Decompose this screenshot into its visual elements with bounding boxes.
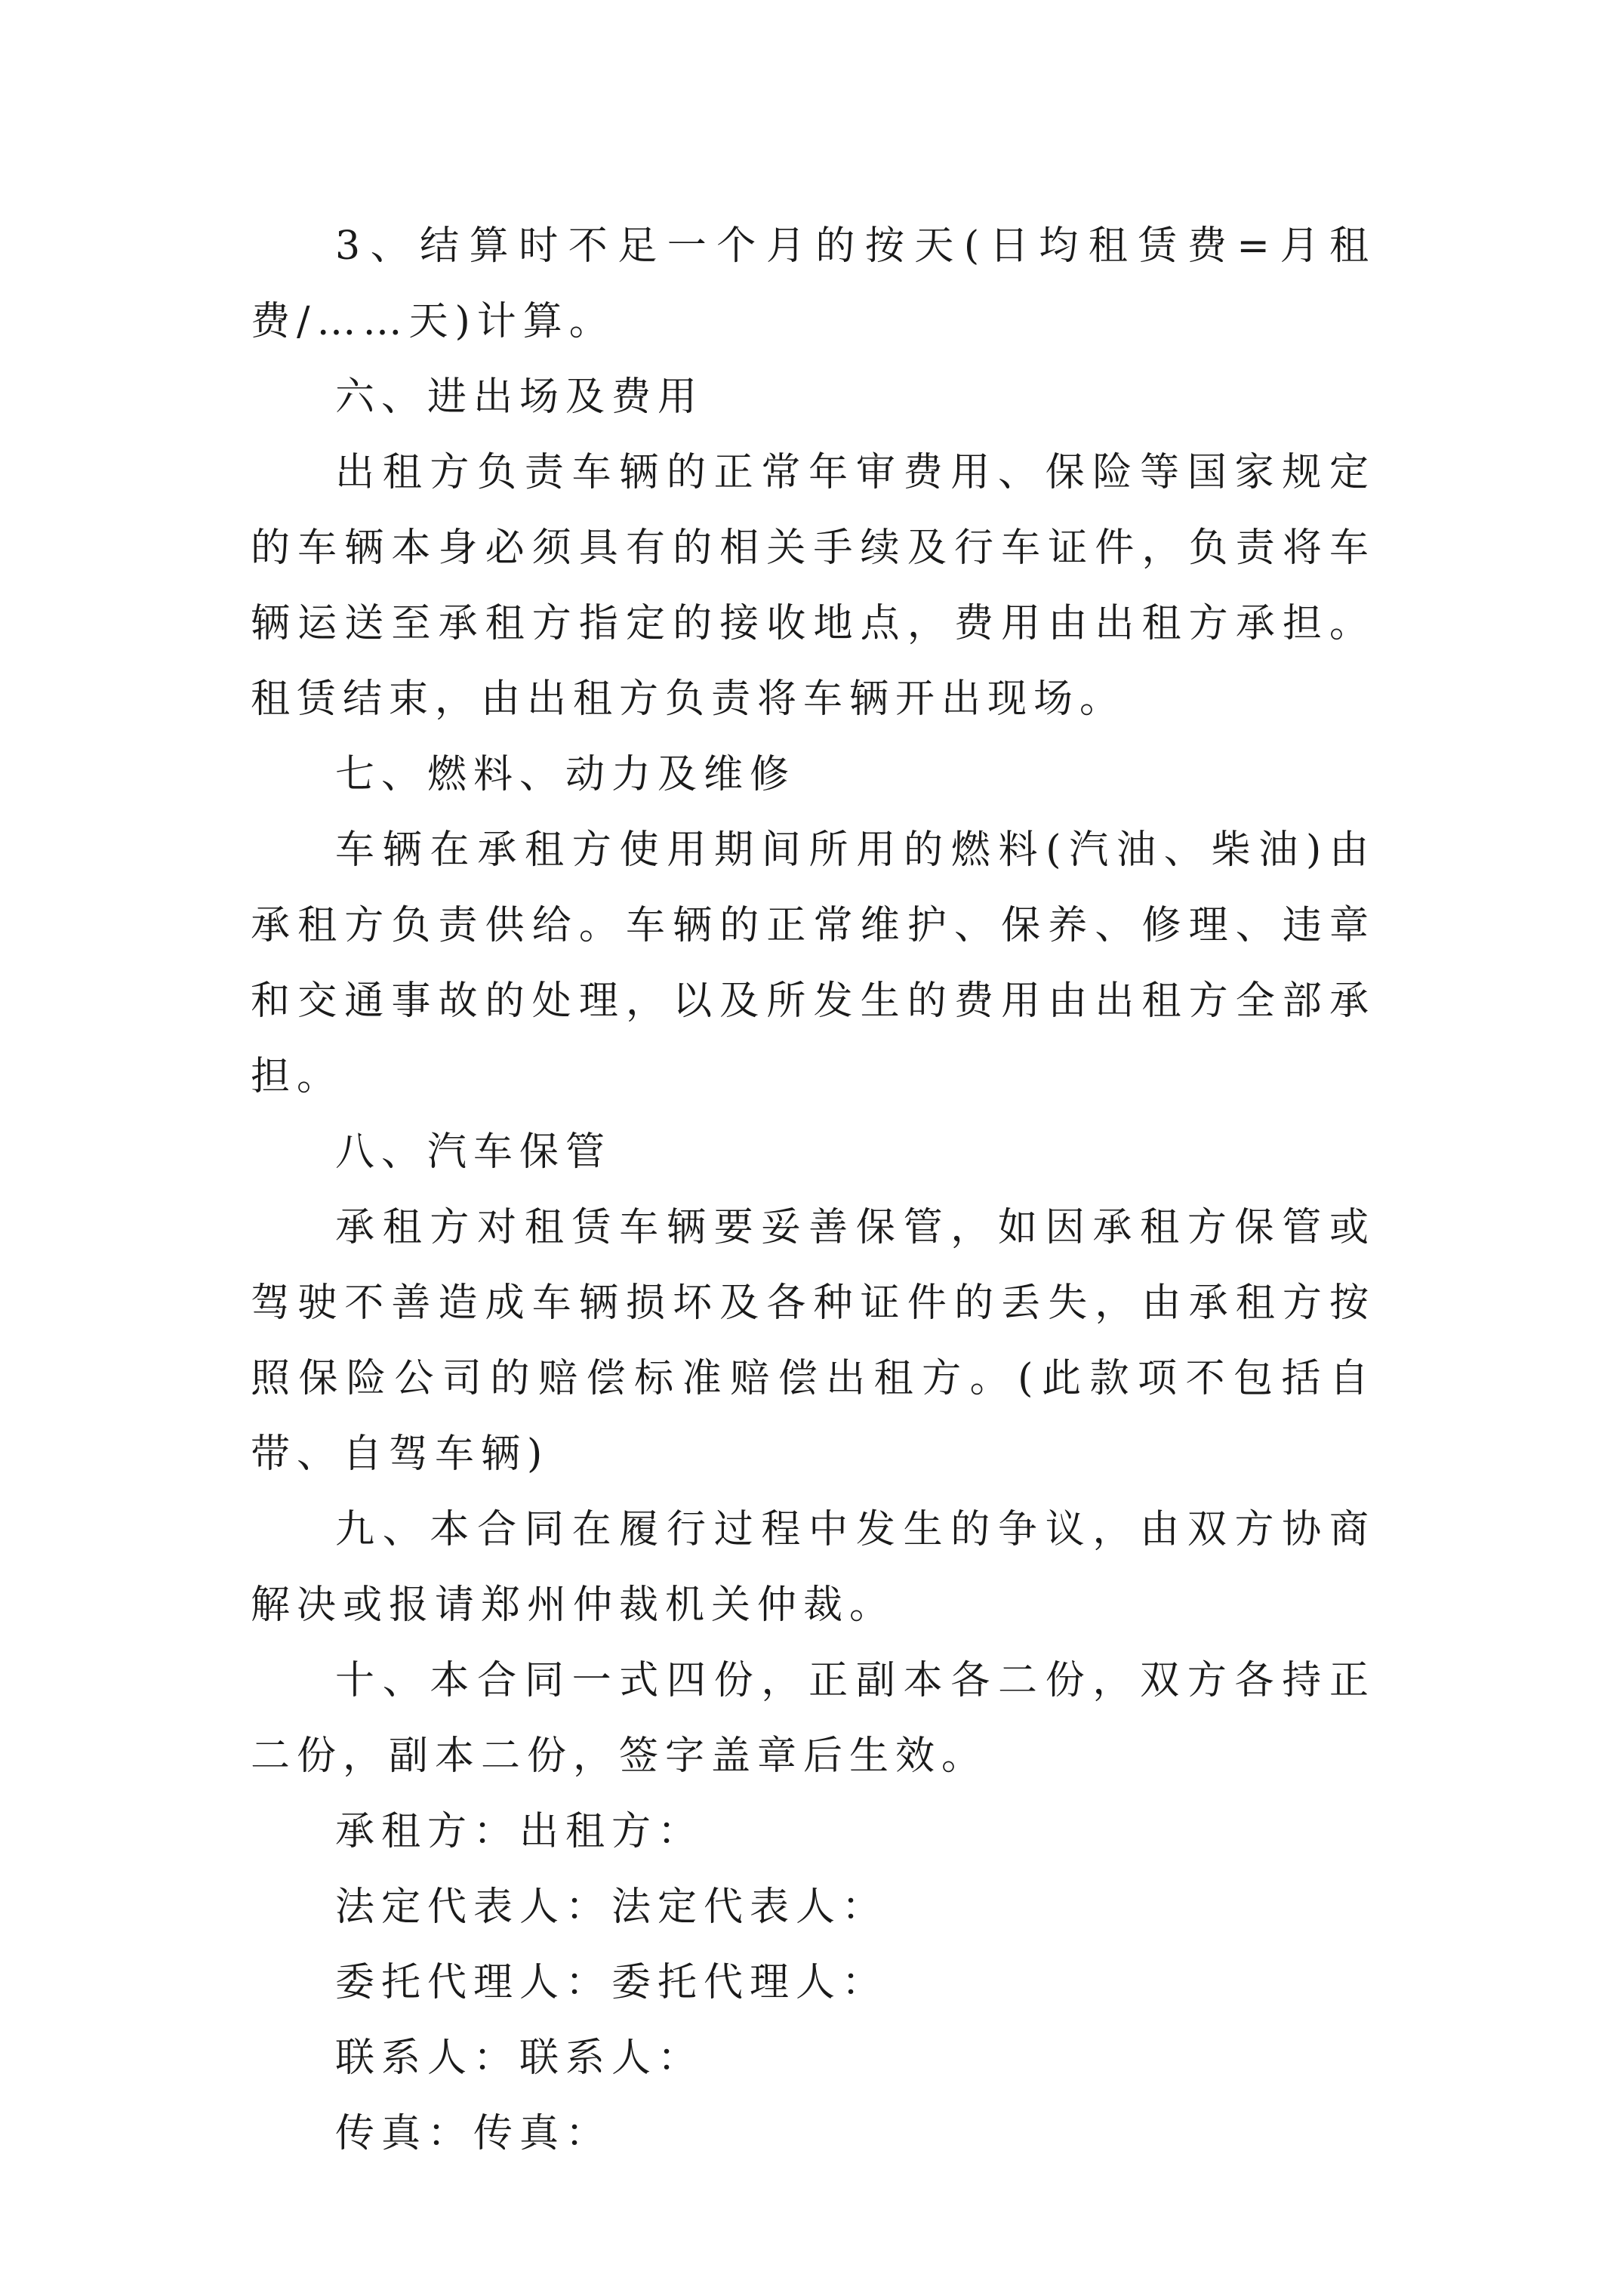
section-6-heading: 六、进出场及费用 bbox=[335, 374, 704, 420]
section-10-paragraph: 十、本合同一式四份，正副本各二份，双方各持正二份，副本二份，签字盖章后生效。 bbox=[251, 1658, 1375, 1779]
section-8-heading: 八、汽车保管 bbox=[335, 1130, 612, 1175]
section-7-paragraph: 车辆在承租方使用期间所用的燃料(汽油、柴油)由承租方负责供给。车辆的正常维护、保养、修理、违章和交通事故的处理，以及所发生的费用由出租方全部承担。 bbox=[251, 827, 1375, 1099]
section-6-paragraph: 出租方负责车辆的正常年审费用、保险等国家规定的车辆本身必须具有的相关手续及行车证件，负责将车辆运送至承租方指定的接收地点，费用由出租方承担。租赁结束，由出租方负责将车辆开出现场。 bbox=[251, 450, 1375, 722]
clause-3-paragraph: 3、结算时不足一个月的按天(日均租赁费=月租费/……天)计算。 bbox=[251, 223, 1375, 344]
section-8-paragraph: 承租方对租赁车辆要妥善保管，如因承租方保管或驾驶不善造成车辆损坏及各种证件的丢失，由承租方按照保险公司的赔偿标准赔偿出租方。(此款项不包括自带、自驾车辆) bbox=[251, 1205, 1375, 1477]
signature-fax-line: 传真：传真： bbox=[335, 2111, 612, 2156]
signature-legal-rep-line: 法定代表人：法定代表人： bbox=[335, 1885, 888, 1930]
section-9-paragraph: 九、本合同在履行过程中发生的争议，由双方协商解决或报请郑州仲裁机关仲裁。 bbox=[251, 1507, 1375, 1628]
signature-agent-line: 委托代理人：委托代理人： bbox=[335, 1960, 888, 2005]
signature-contact-line: 联系人：联系人： bbox=[335, 2036, 704, 2081]
signature-parties-line: 承租方：出租方： bbox=[335, 1809, 704, 1854]
document-body bbox=[251, 208, 1375, 2171]
section-7-heading: 七、燃料、动力及维修 bbox=[335, 752, 796, 797]
